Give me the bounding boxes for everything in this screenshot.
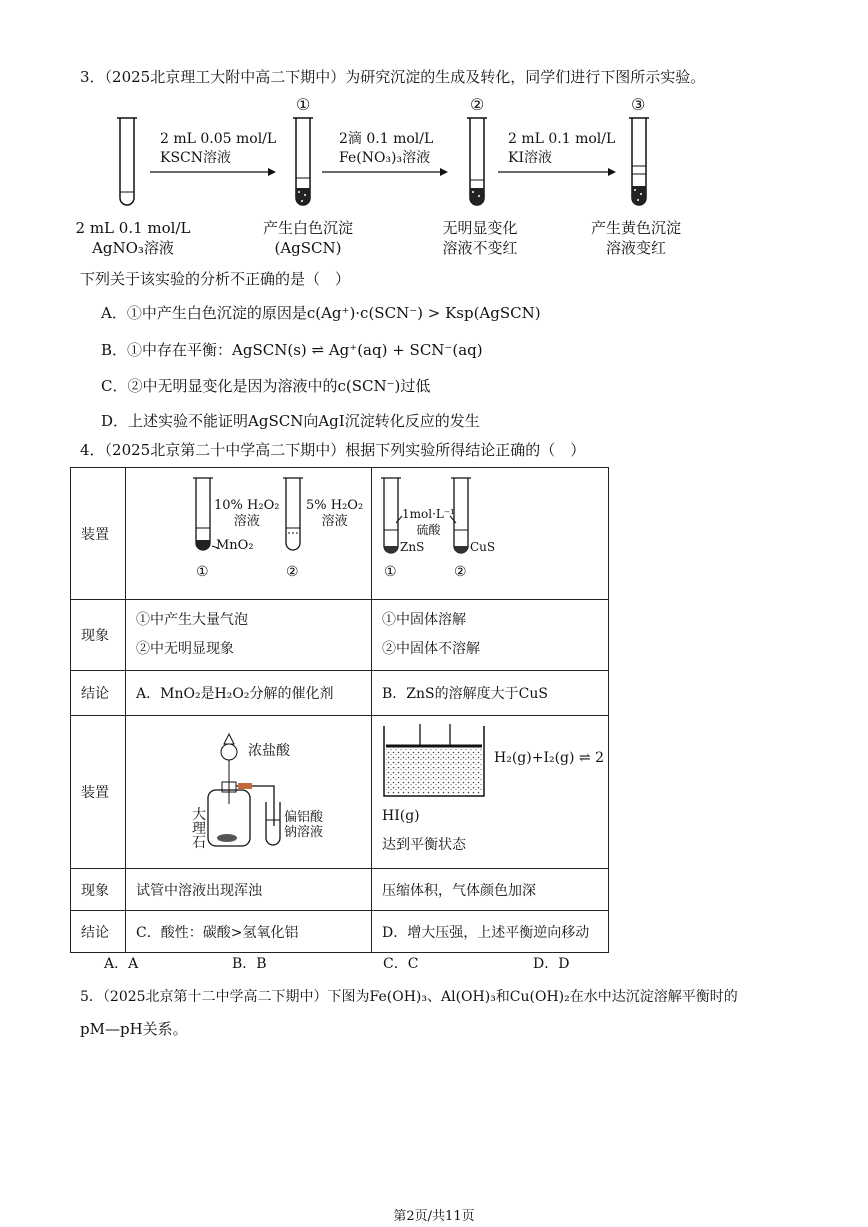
tube-2-label: 无明显变化 溶液不变红 [442, 219, 518, 257]
q3-option-c: C．②中无明显变化是因为溶液中的c(SCN⁻)过低 [101, 377, 431, 395]
answer-a: A．A [104, 956, 139, 972]
q3-option-b: B．①中存在平衡：AgSCN(s) ⇌ Ag⁺(aq) + SCN⁻(aq) [101, 341, 483, 359]
answer-b: B．B [232, 956, 267, 972]
q3-question: 下列关于该实验的分析不正确的是（ ） [80, 270, 351, 288]
phenomenon-a: ①中产生大量气泡 ②中无明显现象 [126, 600, 372, 671]
conclusion-c: C．酸性：碳酸>氢氧化铝 [126, 911, 372, 953]
row-label: 结论 [71, 671, 126, 716]
circle-3: ③ [631, 95, 646, 114]
circle-1: ① [296, 95, 311, 114]
solid-label: MnO₂ [216, 538, 254, 553]
test-tube-2 [467, 118, 487, 205]
equation-2: HI(g) [382, 808, 420, 824]
arrow-1-label: 2 mL 0.05 mol/L KSCN溶液 [160, 131, 277, 166]
equation-1: H₂(g)+I₂(g) ⇌ 2 [494, 750, 605, 766]
q3-option-d: D．上述实验不能证明AgSCN向AgI沉淀转化反应的发生 [101, 412, 480, 430]
solid-zns: ZnS [400, 540, 425, 554]
acid-label: 1mol·L⁻¹ 硫酸 [402, 507, 456, 537]
q3-stem: 3．（2025北京理工大附中高二下期中）为研究沉淀的生成及转化，同学们进行下图所示实验。 [80, 68, 706, 86]
conclusion-d: D．增大压强，上述平衡逆向移动 [372, 911, 609, 953]
apparatus-4 [372, 716, 609, 869]
circle-label: ① [196, 564, 209, 580]
q4-table [70, 467, 609, 953]
apparatus-3 [126, 716, 372, 869]
tube-0-label: 2 mL 0.1 mol/L AgNO₃溶液 [75, 219, 191, 257]
solid-cus: CuS [470, 540, 496, 554]
apparatus-1 [126, 468, 372, 600]
tube-1-label: 产生白色沉淀 (AgSCN) [262, 219, 353, 257]
acid-label: 浓盐酸 [248, 743, 290, 759]
answer-d: D．D [533, 956, 570, 972]
conclusion-a: A．MnO₂是H₂O₂分解的催化剂 [126, 671, 372, 716]
q5-line-1: 5．（2025北京第十二中学高二下期中）下图为Fe(OH)₃、Al(OH)₃和Cu(OH)₂在水中达沉淀溶解平衡时的 [80, 989, 738, 1005]
tube-2-label: 5% H₂O₂ 溶液 [306, 498, 364, 529]
tube-3-label: 产生黄色沉淀 溶液变红 [590, 219, 681, 257]
test-tube-0 [117, 118, 137, 205]
row-label: 现象 [71, 869, 126, 911]
conclusion-b: B．ZnS的溶解度大于CuS [372, 671, 609, 716]
solution-label: 偏铝酸 钠溶液 [284, 810, 324, 840]
page-footer: 第2页/共11页 [393, 1209, 475, 1224]
stone-label: 大 理 石 [192, 807, 206, 851]
equilibrium-note: 达到平衡状态 [382, 837, 466, 853]
apparatus-2 [372, 468, 609, 600]
circle-label: ① [384, 564, 397, 580]
tube-1-label: 10% H₂O₂ 溶液 [214, 498, 280, 529]
q3-option-a: A．①中产生白色沉淀的原因是c(Ag⁺)·c(SCN⁻) > Ksp(AgSCN) [101, 304, 541, 322]
circle-2: ② [470, 95, 485, 114]
test-tube-1 [293, 118, 313, 205]
arrow-3-label: 2 mL 0.1 mol/L KI溶液 [508, 131, 616, 166]
phenomenon-c: 试管中溶液出现浑浊 [126, 869, 372, 911]
test-tube-3 [629, 118, 649, 205]
row-label: 装置 [71, 716, 126, 869]
arrow-2-label: 2滴 0.1 mol/L Fe(NO₃)₃溶液 [339, 131, 434, 166]
row-label: 结论 [71, 911, 126, 953]
phenomenon-b: ①中固体溶解 ②中固体不溶解 [372, 600, 609, 671]
row-label: 装置 [71, 468, 126, 600]
circle-label: ② [454, 564, 467, 580]
q4-stem: 4．（2025北京第二十中学高二下期中）根据下列实验所得结论正确的（ ） [80, 441, 586, 459]
answer-c: C．C [383, 956, 419, 972]
row-label: 现象 [71, 600, 126, 671]
circle-label: ② [286, 564, 299, 580]
phenomenon-d: 压缩体积，气体颜色加深 [372, 869, 609, 911]
q5-line-2: pM—pH关系。 [80, 1020, 188, 1038]
